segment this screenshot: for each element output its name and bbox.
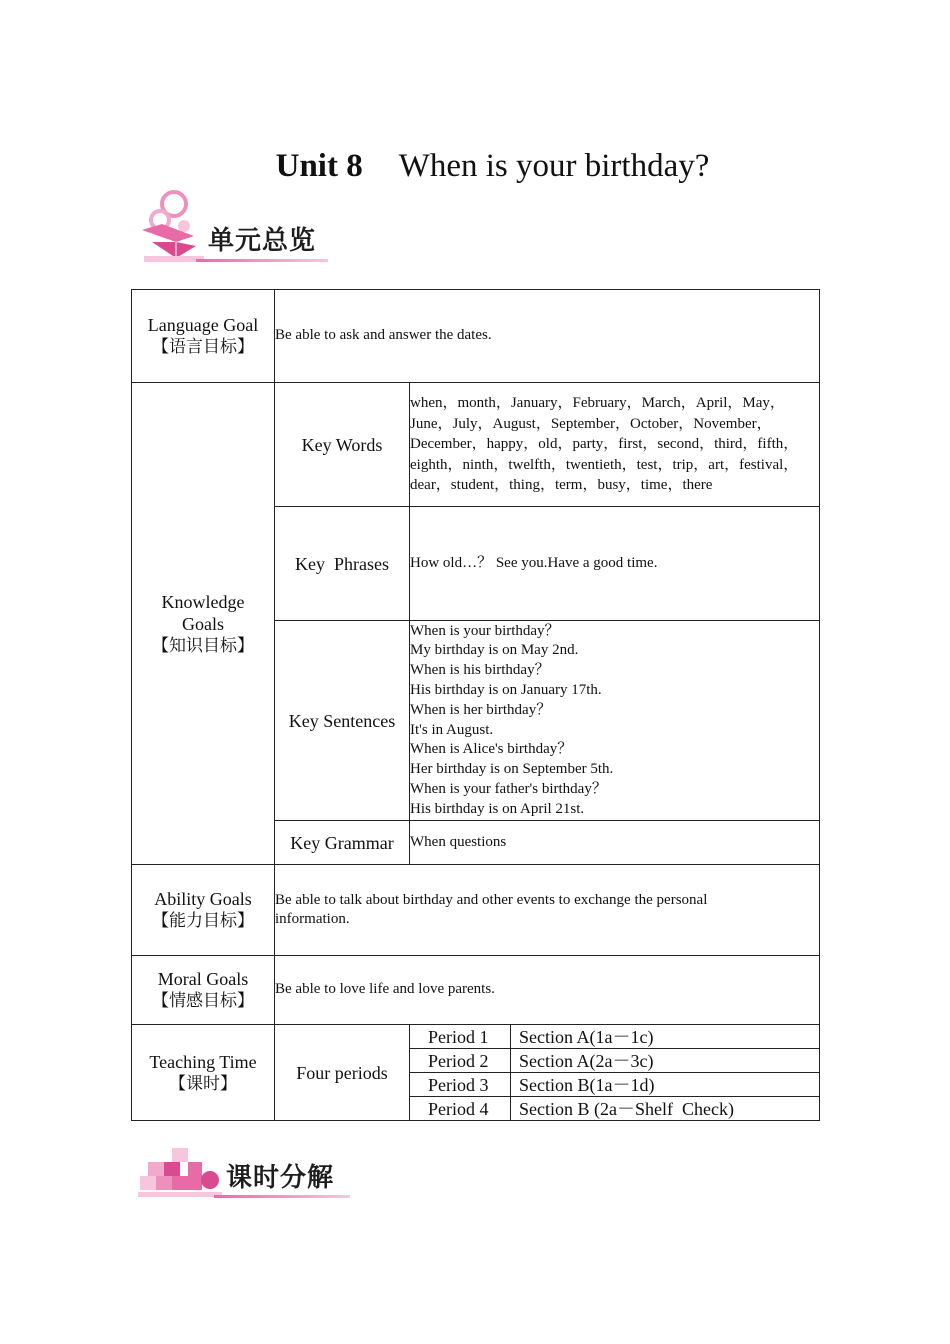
key-words-text: when，month，January，February，March，April，May，June，July，August，September，October，November，December，happy，old，party，first，second，third，fifth，eighth，ninth，twelfth，twentieth，test，trip，art，festival，dear，student，thing，term，busy，time，there (410, 383, 820, 507)
key-sentences-label: Key Sentences (275, 621, 410, 821)
key-phrases-label: Key Phrases (275, 507, 410, 621)
overview-banner-underline (196, 259, 328, 262)
page-title (0, 146, 950, 186)
ability-goals-text: Be able to talk about birthday and other events to exchange the personal information. (275, 865, 820, 956)
list-item: When is her birthday？ (410, 701, 552, 718)
overview-banner-label: 单元总览 (208, 226, 317, 256)
list-item: Her birthday is on September 5th. (410, 761, 614, 778)
periods-banner-label: 课时分解 (226, 1163, 335, 1193)
unit-question: When is your birthday? (398, 148, 710, 184)
language-goal-text: Be able to ask and answer the dates. (275, 290, 820, 383)
table-row (132, 1025, 820, 1049)
list-item: When is your birthday？ (410, 622, 560, 639)
period-label: Period 2 (410, 1049, 511, 1073)
section-label: Section B(1a－1d) (511, 1073, 820, 1097)
key-sentences-list (410, 621, 820, 821)
list-item: When is his birthday？ (410, 662, 550, 679)
knowledge-goals-label: Knowledge Goals 【知识目标】 (132, 383, 275, 865)
table-row (132, 865, 820, 956)
moral-goals-label: Moral Goals 【情感目标】 (132, 956, 275, 1025)
table-row (132, 956, 820, 1025)
period-label: Period 3 (410, 1073, 511, 1097)
list-item: When is Alice's birthday？ (410, 741, 573, 758)
teaching-time-label: Teaching Time 【课时】 (132, 1025, 275, 1121)
teaching-time-summary: Four periods (275, 1025, 410, 1121)
unit-number: Unit 8 (275, 148, 363, 184)
list-item: His birthday is on January 17th. (410, 681, 602, 698)
table-row (132, 383, 820, 507)
key-grammar-text: When questions (410, 821, 820, 865)
period-label: Period 4 (410, 1097, 511, 1121)
section-label: Section A(2a－3c) (511, 1049, 820, 1073)
moral-goals-text: Be able to love life and love parents. (275, 956, 820, 1025)
period-label: Period 1 (410, 1025, 511, 1049)
key-phrases-text: How old…？ See you.Have a good time. (410, 507, 820, 621)
section-label: Section A(1a－1c) (511, 1025, 820, 1049)
key-grammar-label: Key Grammar (275, 821, 410, 865)
periods-banner (136, 1142, 356, 1208)
periods-banner-underline (214, 1195, 350, 1198)
unit-overview-table (131, 289, 820, 1121)
key-words-label: Key Words (275, 383, 410, 507)
section-label: Section B (2a－Shelf Check) (511, 1097, 820, 1121)
overview-banner (136, 186, 336, 272)
list-item: My birthday is on May 2nd. (410, 642, 579, 659)
list-item: His birthday is on April 21st. (410, 800, 585, 817)
ability-goals-label: Ability Goals 【能力目标】 (132, 865, 275, 956)
list-item: When is your father's birthday？ (410, 780, 607, 797)
list-item: It's in August. (410, 721, 494, 738)
table-row (132, 290, 820, 383)
stacked-blocks-icon (136, 1142, 226, 1208)
language-goal-label: Language Goal 【语言目标】 (132, 290, 275, 383)
